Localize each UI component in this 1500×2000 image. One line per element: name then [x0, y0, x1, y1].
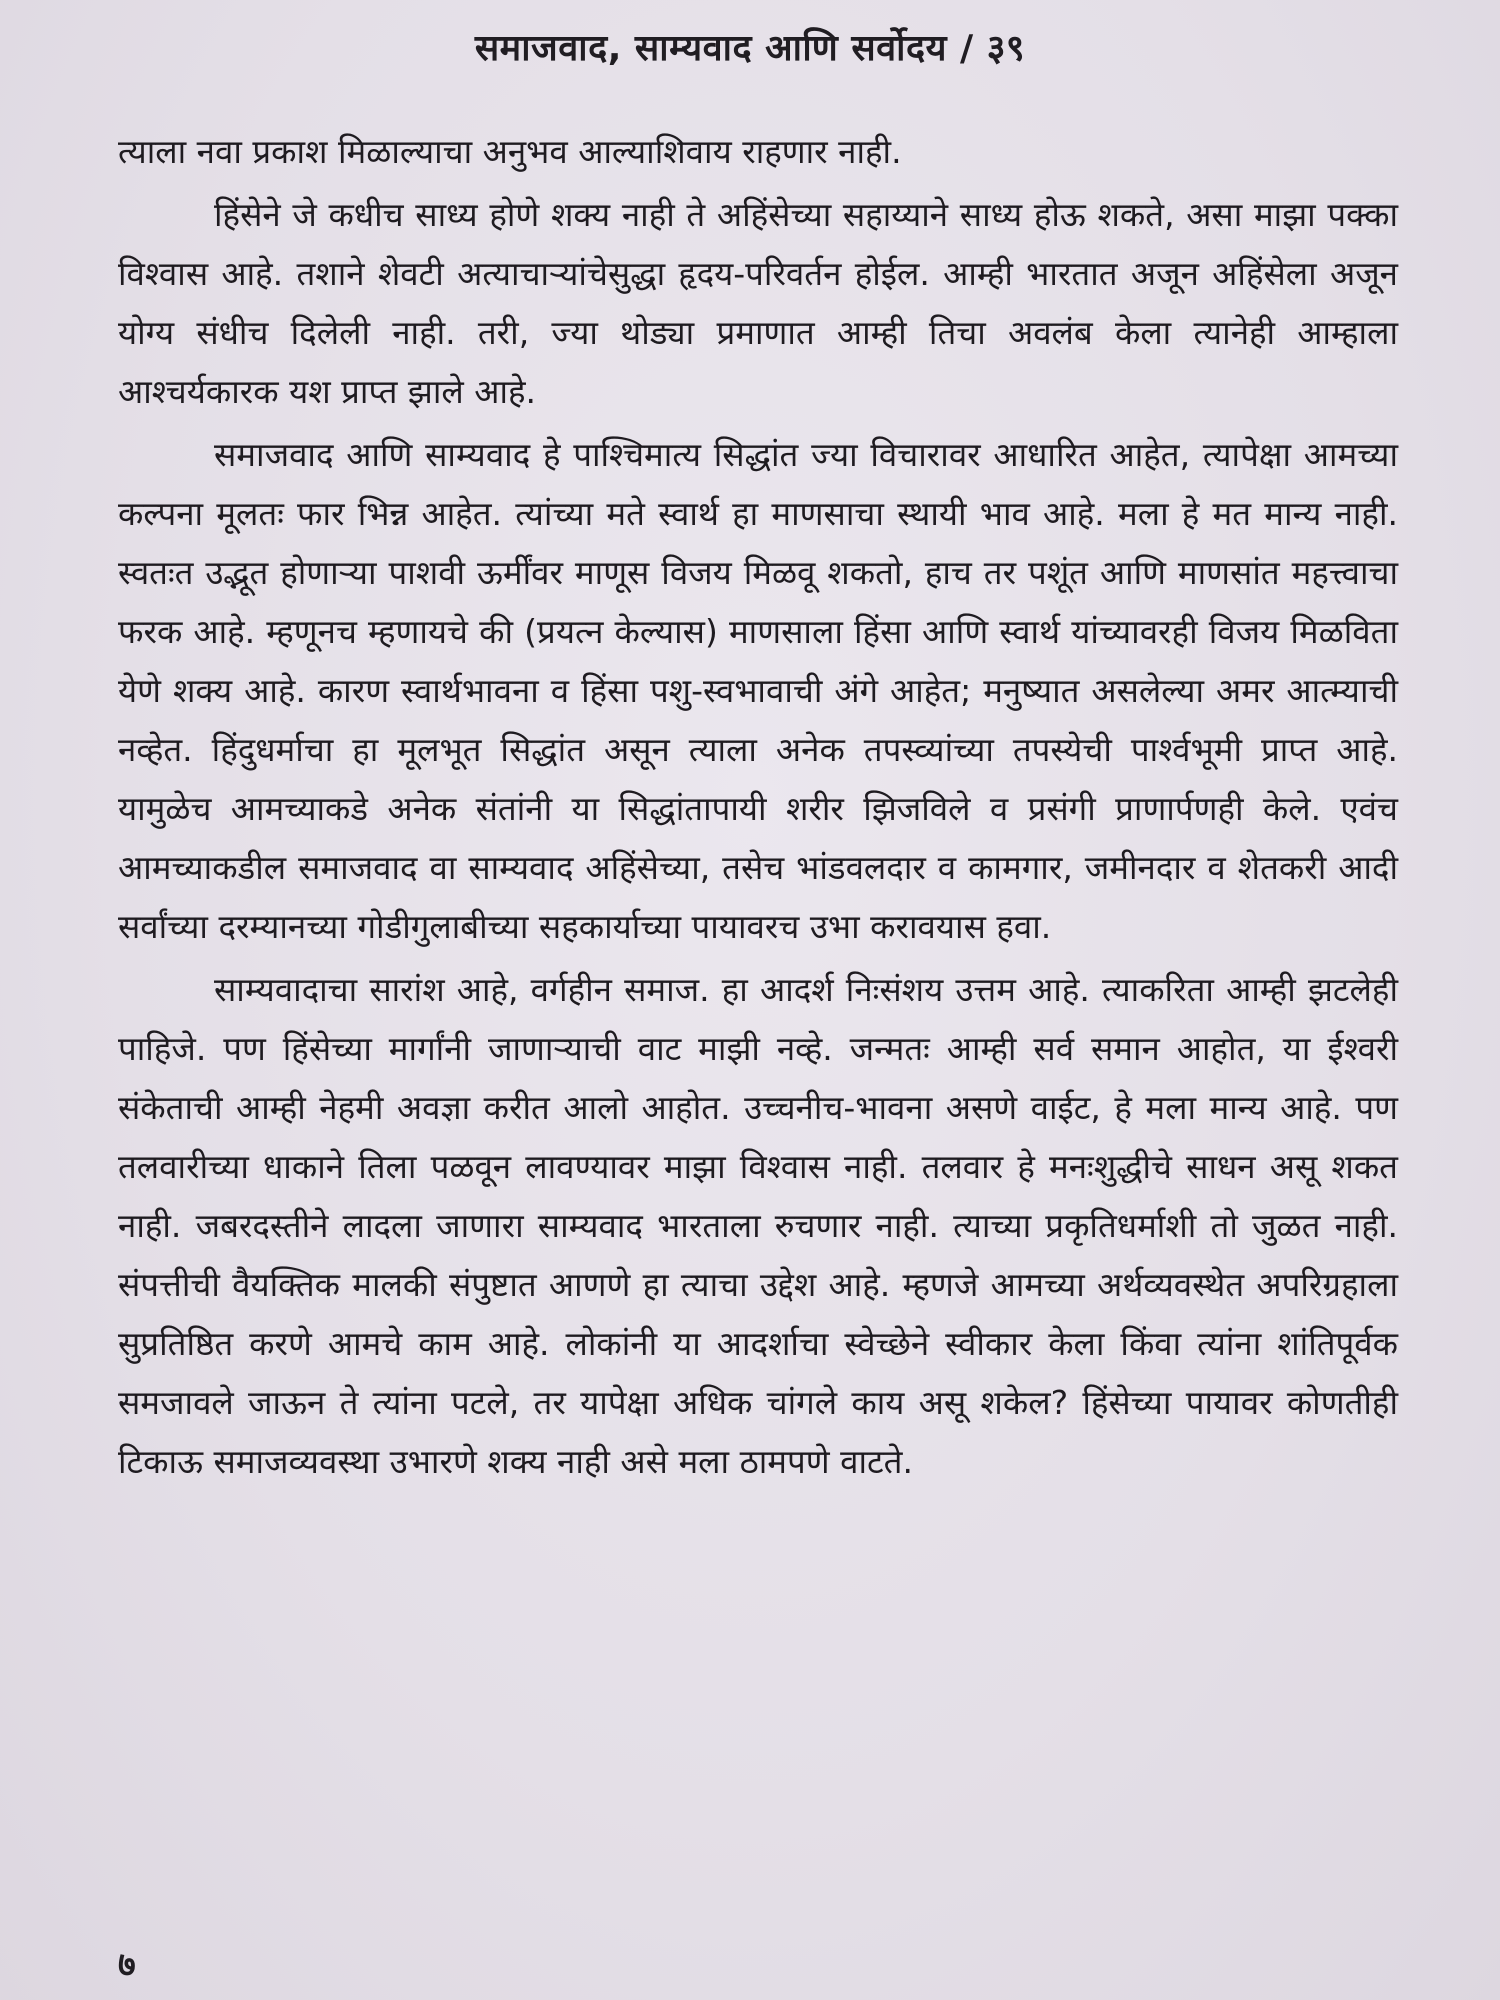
paragraph-nonviolence: हिंसेने जे कधीच साध्य होणे शक्य नाही ते अहिंसेच्या सहाय्याने साध्य होऊ शकते, असा माझा पक्का विश्वास आहे. तशाने शेवटी अत्याचाऱ्यांचेसुद्धा हृदय-परिवर्तन होईल. आम्ही भारतात अजून अहिंसेला अजून योग्य संधीच दिलेली नाही. तरी, ज्या थोड्या प्रमाणात आम्ही तिचा अवलंब केला त्यानेही आम्हाला आश्चर्यकारक यश प्राप्त झाले आहे. — [118, 195, 1398, 411]
running-header: समाजवाद, साम्यवाद आणि सर्वोदय / ३९ — [474, 28, 1026, 69]
paragraph-continuation: त्याला नवा प्रकाश मिळाल्याचा अनुभव आल्याशिवाय राहणार नाही. — [118, 132, 902, 171]
paragraph-communism: साम्यवादाचा सारांश आहे, वर्गहीन समाज. हा आदर्श निःसंशय उत्तम आहे. त्याकरिता आम्ही झटलेही पाहिजे. पण हिंसेच्या मार्गांनी जाणाऱ्याची वाट माझी नव्हे. जन्मतः आम्ही सर्व समान आहोत, या ईश्वरी संकेताची आम्ही नेहमी अवज्ञा करीत आलो आहोत. उच्चनीच-भावना असणे वाईट, हे मला मान्य आहे. पण तलवारीच्या धाकाने तिला पळवून लावण्यावर माझा विश्वास नाही. तलवार हे मनःशुद्धीचे साधन असू शकत नाही. जबरदस्तीने लादला जाणारा साम्यवाद भारताला रुचणार नाही. त्याच्या प्रकृतिधर्माशी तो जुळत नाही. संपत्तीची वैयक्तिक मालकी संपुष्टात आणणे हा त्याचा उद्देश आहे. म्हणजे आमच्या अर्थव्यवस्थेत अपरिग्रहाला सुप्रतिष्ठित करणे आमचे काम आहे. लोकांनी या आदर्शाचा स्वेच्छेने स्वीकार केला किंवा त्यांना शांतिपूर्वक समजावले जाऊन ते त्यांना पटले, तर यापेक्षा अधिक चांगले काय असू शकेल? हिंसेच्या पायावर कोणतीही टिकाऊ समाजव्यवस्था उभारणे शक्य नाही असे मला ठामपणे वाटते. — [118, 970, 1398, 1481]
page-body — [118, 122, 1398, 1495]
signature-mark: ७ — [118, 1945, 136, 1985]
paragraph-socialism: समाजवाद आणि साम्यवाद हे पाश्चिमात्य सिद्धांत ज्या विचारावर आधारित आहेत, त्यापेक्षा आमच्या कल्पना मूलतः फार भिन्न आहेत. त्यांच्या मते स्वार्थ हा माणसाचा स्थायी भाव आहे. मला हे मत मान्य नाही. स्वतःत उद्भूत होणाऱ्या पाशवी ऊर्मींवर माणूस विजय मिळवू शकतो, हाच तर पशूंत आणि माणसांत महत्त्वाचा फरक आहे. म्हणूनच म्हणायचे की (प्रयत्न केल्यास) माणसाला हिंसा आणि स्वार्थ यांच्यावरही विजय मिळविता येणे शक्य आहे. कारण स्वार्थभावना व हिंसा पशु-स्वभावाची अंगे आहेत; मनुष्यात असलेल्या अमर आत्म्याची नव्हेत. हिंदुधर्माचा हा मूलभूत सिद्धांत असून त्याला अनेक तपस्व्यांच्या तपस्येची पार्श्वभूमी प्राप्त आहे. यामुळेच आमच्याकडे अनेक संतांनी या सिद्धांतापायी शरीर झिजविले व प्रसंगी प्राणार्पणही केले. एवंच आमच्याकडील समाजवाद वा साम्यवाद अहिंसेच्या, तसेच भांडवलदार व कामगार, जमीनदार व शेतकरी आदी सर्वांच्या दरम्यानच्या गोडीगुलाबीच्या सहकार्याच्या पायावरच उभा करावयास हवा. — [118, 435, 1398, 946]
